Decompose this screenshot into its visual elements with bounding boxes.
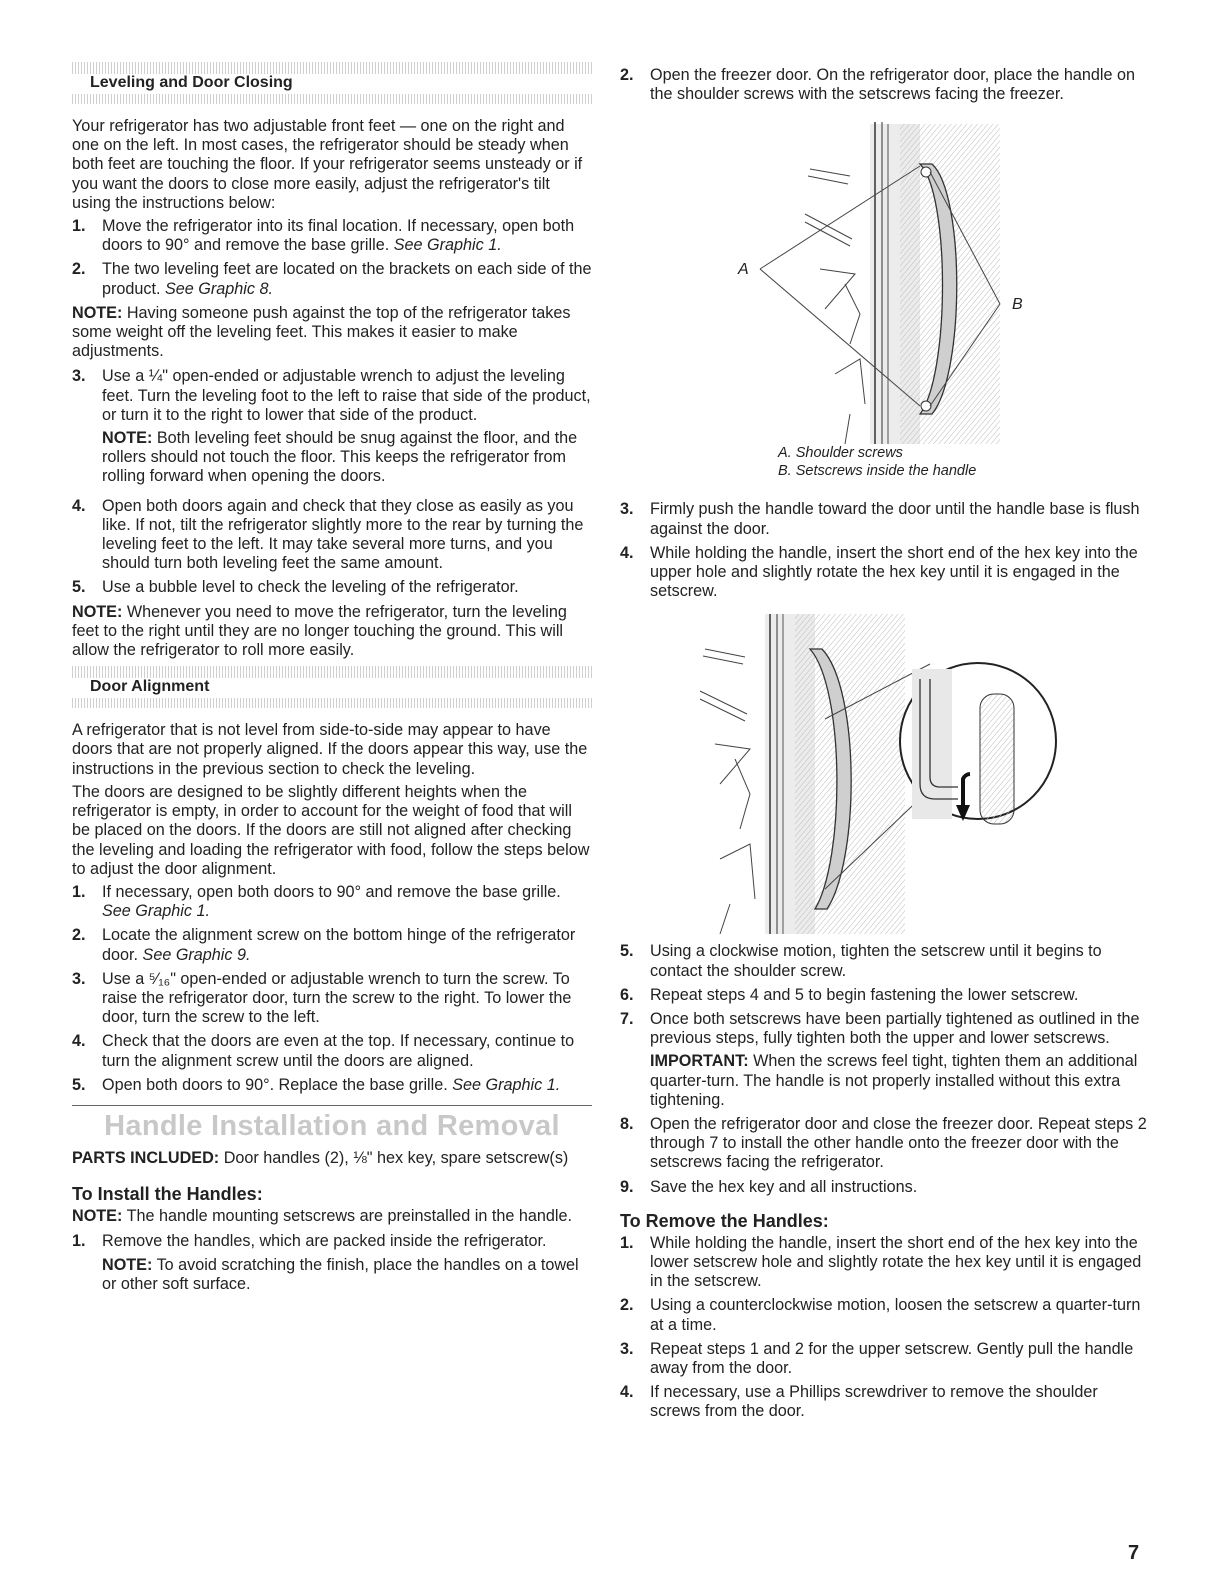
step-text: Repeat steps 4 and 5 to begin fastening the lower setscrew.	[650, 985, 1079, 1004]
step-number: 8.	[620, 1115, 634, 1134]
section-heading: Door Alignment	[90, 678, 210, 696]
important-text: When the screws feel tight, tighten them an additional quarter-turn. The handle is not properly installed without this extra tightening.	[650, 1052, 1138, 1109]
step-number: 2.	[72, 926, 86, 945]
step-list	[72, 1232, 592, 1294]
list-item	[620, 1234, 1150, 1292]
step-text: Once both setscrews have been partially tightened as outlined in the previous steps, fully tighten both the upper and lower setscrews.	[650, 1010, 1140, 1048]
step-number: 5.	[72, 578, 86, 597]
note	[72, 603, 592, 661]
list-item	[620, 1115, 1150, 1173]
list-item	[72, 926, 592, 964]
note-label: NOTE:	[102, 1255, 153, 1274]
graphic-reference: See Graphic 1.	[102, 902, 210, 921]
step-number: 3.	[72, 969, 86, 988]
subsection-heading: To Install the Handles:	[72, 1184, 263, 1205]
page-number: 7	[1128, 1542, 1140, 1564]
step-list	[620, 1234, 1150, 1422]
section-banner-leveling	[72, 62, 592, 104]
right-column	[620, 62, 1150, 1427]
note-text: Both leveling feet should be snug against the floor, and the rollers should not touch the floor. This keeps the refrigerator from rolling forward when opening the doors.	[102, 429, 578, 486]
step-list	[72, 367, 592, 597]
step-text: Remove the handles, which are packed inside the refrigerator.	[102, 1232, 547, 1251]
important-label: IMPORTANT:	[650, 1052, 749, 1071]
section-banner-door-alignment	[72, 666, 592, 708]
step-number: 1.	[72, 882, 86, 901]
parts-label: PARTS INCLUDED:	[72, 1148, 220, 1167]
step-text: While holding the handle, insert the short end of the hex key into the upper hole and slightly rotate the hex key until it is engaged in the setscrew.	[650, 543, 1138, 601]
note-label: NOTE:	[102, 429, 153, 448]
graphic-reference: See Graphic 1.	[393, 236, 502, 255]
step-text: Open the refrigerator door and close the freezer door. Repeat steps 2 through 7 to install the other handle onto the freezer door with the setscrews facing the refrigerator.	[650, 1115, 1147, 1172]
step-list	[620, 66, 1150, 104]
step-text: Using a clockwise motion, tighten the setscrew until it begins to contact the shoulder screw.	[650, 942, 1102, 980]
step-text: The two leveling feet are located on the brackets on each side of the product.	[102, 260, 592, 298]
note-label: NOTE:	[72, 602, 123, 621]
list-item	[72, 1032, 592, 1070]
parts-text: Door handles (2), ⅛" hex key, spare setscrew(s)	[223, 1148, 569, 1167]
list-item	[620, 1010, 1150, 1110]
note	[102, 429, 592, 487]
paragraph: Your refrigerator has two adjustable front feet — one on the right and one on the left. In most cases, the refrigerator should be steady when both feet are touching the floor. If your refrigerator seems unsteady or if you want the doors to close more easily, adjust the refrigerator's tilt using the instructions below:	[72, 117, 583, 212]
step-text: If necessary, open both doors to 90° and remove the base grille.	[102, 882, 561, 901]
graphic-reference: See Graphic 8.	[165, 279, 273, 298]
section-title: Handle Installation and Removal	[104, 1109, 560, 1142]
left-column	[72, 62, 592, 1299]
step-number: 3.	[72, 367, 86, 386]
step-text: Open the freezer door. On the refrigerator door, place the handle on the shoulder screws with the setscrews facing the freezer.	[650, 66, 1136, 104]
step-number: 3.	[620, 500, 634, 519]
note-text: Whenever you need to move the refrigerator, turn the leveling feet to the right until they are no longer touching the ground. This will allow the refrigerator to roll more easily.	[72, 602, 567, 660]
step-text: Open both doors to 90°. Replace the base grille.	[102, 1075, 448, 1094]
note	[102, 1256, 592, 1294]
list-item	[620, 1340, 1150, 1378]
step-number: 1.	[72, 1232, 86, 1251]
list-item	[72, 1076, 592, 1095]
list-item	[620, 942, 1150, 980]
note-text: The handle mounting setscrews are preinstalled in the handle.	[126, 1207, 573, 1226]
list-item	[72, 217, 592, 255]
step-number: 6.	[620, 985, 634, 1004]
step-text: Move the refrigerator into its final location. If necessary, open both doors to 90° and remove the base grille.	[102, 217, 575, 255]
step-number: 1.	[72, 217, 86, 236]
step-text: Repeat steps 1 and 2 for the upper setscrew. Gently pull the handle away from the door.	[650, 1339, 1134, 1378]
step-number: 2.	[620, 66, 634, 84]
step-number: 3.	[620, 1339, 634, 1358]
step-number: 2.	[620, 1296, 634, 1315]
setscrew-icon	[921, 167, 931, 177]
list-item	[620, 1383, 1150, 1421]
step-text: Open both doors again and check that they close as easily as you like. If not, tilt the refrigerator slightly more to the rear by turning the leveling feet to the left. It may take several more turns, and you should turn both leveling feet the same amount.	[102, 496, 584, 573]
paragraph: The doors are designed to be slightly different heights when the refrigerator is empty, in order to account for the weight of food that will be placed on the doors. If the doors are still not aligned after checking the leveling and loading the refrigerator with food, follow the steps below to adjust the door alignment.	[72, 782, 590, 878]
list-item	[72, 578, 592, 597]
note	[72, 1207, 592, 1226]
list-item	[620, 500, 1150, 538]
list-item	[72, 497, 592, 574]
list-item	[620, 1296, 1150, 1334]
divider	[72, 1105, 592, 1106]
parts-included	[72, 1149, 592, 1168]
list-item	[620, 1178, 1150, 1197]
note-text: To avoid scratching the finish, place the handles on a towel or other soft surface.	[102, 1255, 579, 1293]
list-item	[620, 544, 1150, 602]
list-item	[72, 260, 592, 298]
label-b: B	[1012, 296, 1023, 314]
setscrew-icon	[921, 401, 931, 411]
step-number: 1.	[620, 1233, 634, 1252]
handle-figure-1	[620, 114, 1150, 444]
note	[72, 304, 592, 362]
step-text: Firmly push the handle toward the door until the handle base is flush against the door.	[650, 500, 1140, 538]
handle-illustration	[620, 114, 1150, 444]
note-label: NOTE:	[72, 303, 123, 322]
step-number: 4.	[72, 496, 86, 515]
step-number: 7.	[620, 1010, 634, 1029]
step-number: 4.	[620, 543, 634, 562]
subsection-heading: To Remove the Handles:	[620, 1210, 829, 1231]
step-text: Save the hex key and all instructions.	[650, 1177, 918, 1196]
list-item	[620, 66, 1150, 104]
graphic-reference: See Graphic 1.	[452, 1075, 561, 1094]
important-note	[650, 1052, 1150, 1110]
step-text: Check that the doors are even at the top. If necessary, continue to turn the alignment screw until the doors are aligned.	[102, 1032, 575, 1070]
label-a: A	[738, 261, 749, 279]
step-number: 9.	[620, 1177, 634, 1196]
paragraph: A refrigerator that is not level from side-to-side may appear to have doors that are not properly aligned. If the doors appear this way, use the instructions in the previous section to check the leveling.	[72, 721, 588, 778]
step-number: 5.	[72, 1075, 86, 1094]
step-number: 2.	[72, 260, 86, 279]
caption-line: A. Shoulder screws	[778, 445, 903, 462]
step-text: Use a ⁵⁄₁₆" open-ended or adjustable wrench to turn the screw. To raise the refrigerator door, turn the screw to the right. To lower the door, turn the screw to the left.	[102, 969, 572, 1027]
list-item	[72, 1232, 592, 1294]
step-list	[72, 217, 592, 299]
graphic-reference: See Graphic 9.	[142, 945, 251, 964]
note-label: NOTE:	[72, 1207, 123, 1226]
step-number: 5.	[620, 942, 634, 961]
section-heading: Leveling and Door Closing	[90, 74, 293, 91]
step-list	[72, 883, 592, 1095]
step-text: While holding the handle, insert the short end of the hex key into the lower setscrew hole and slightly rotate the hex key until it is engaged in the setscrew.	[650, 1233, 1142, 1291]
step-text: Locate the alignment screw on the bottom hinge of the refrigerator door.	[102, 926, 576, 964]
caption-line: B. Setscrews inside the handle	[778, 463, 977, 480]
step-text: Use a ¼" open-ended or adjustable wrench to adjust the leveling feet. Turn the leveling foot to the left to raise that side of the product, or turn it to the right to lower that side of the product.	[102, 367, 591, 424]
step-text: If necessary, use a Phillips screwdriver to remove the shoulder screws from the door.	[650, 1383, 1098, 1421]
handle-figure-2	[620, 609, 1150, 934]
step-text: Use a bubble level to check the leveling of the refrigerator.	[102, 578, 519, 597]
step-text: Using a counterclockwise motion, loosen the setscrew a quarter-turn at a time.	[650, 1296, 1141, 1334]
list-item	[72, 970, 592, 1028]
step-list	[620, 500, 1150, 601]
list-item	[72, 367, 592, 486]
hex-key-illustration	[620, 609, 1150, 934]
step-number: 4.	[72, 1032, 86, 1051]
figure-caption	[620, 444, 1150, 480]
step-number: 4.	[620, 1383, 634, 1402]
note-text: Having someone push against the top of the refrigerator takes some weight off the leveling feet. This makes it easier to make adjustments.	[72, 303, 571, 361]
list-item	[620, 986, 1150, 1005]
step-list	[620, 942, 1150, 1196]
list-item	[72, 883, 592, 921]
